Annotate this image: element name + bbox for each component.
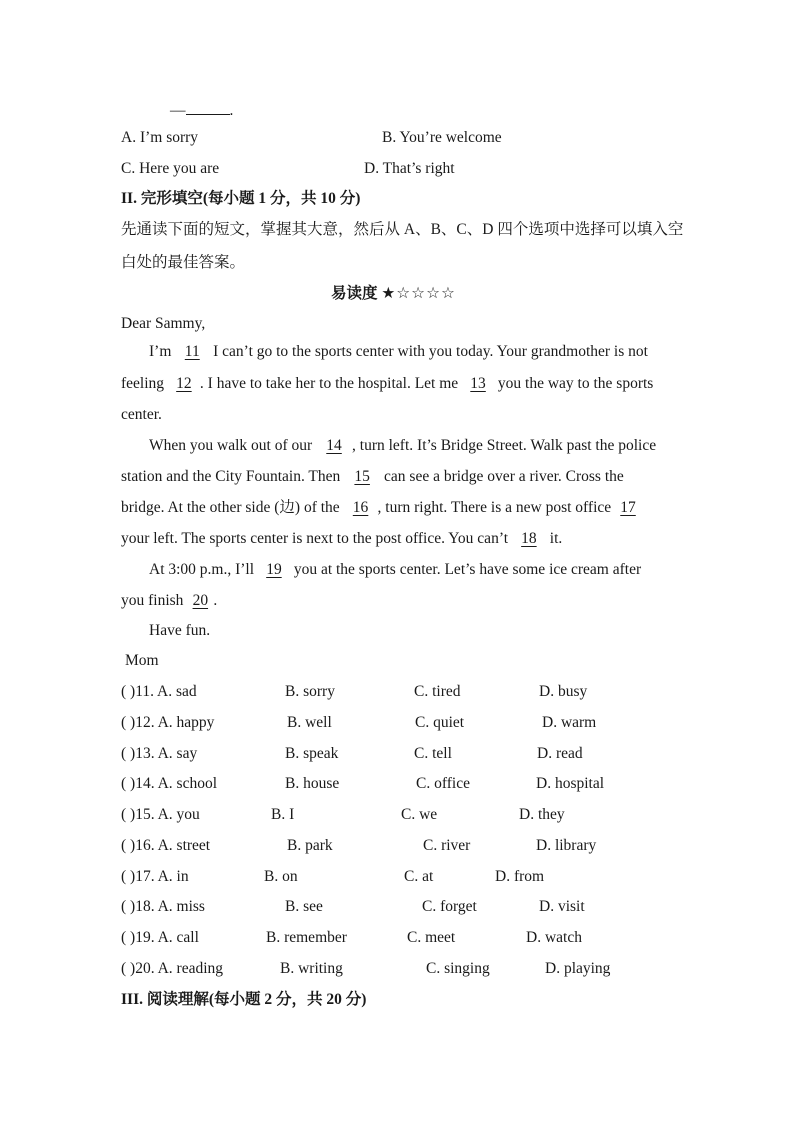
blank-17: 17 [620, 499, 636, 516]
answer-blank-line: — . [170, 102, 234, 119]
question-11-option-d: D. busy [539, 683, 588, 700]
question-14-option-b: B. house [285, 775, 340, 792]
question-18-option-b: B. see [285, 898, 323, 915]
question-15-option-b: B. I [271, 806, 295, 823]
difficulty-rating [331, 284, 456, 304]
question-12-stem: ( )12. A. happy [121, 714, 215, 731]
question-12-option-b: B. well [287, 714, 332, 731]
blank-14: 14 [326, 437, 342, 454]
letter-greeting: Dear Sammy, [121, 315, 206, 332]
blank-19: 19 [266, 561, 282, 578]
question-12-option-d: D. warm [542, 714, 597, 731]
question-19-option-b: B. remember [266, 929, 347, 946]
question-19-option-d: D. watch [526, 929, 582, 946]
letter-closing: Have fun. [149, 622, 211, 639]
question-13-stem: ( )13. A. say [121, 745, 198, 762]
question-17-option-d: D. from [495, 868, 545, 885]
question-17-stem: ( )17. A. in [121, 868, 189, 885]
question-15-stem: ( )15. A. you [121, 806, 200, 823]
question-11-option-b: B. sorry [285, 683, 335, 700]
blank-18: 18 [521, 530, 537, 547]
question-18-option-c: C. forget [422, 898, 477, 915]
question-18-stem: ( )18. A. miss [121, 898, 205, 915]
paragraph-2-line-1: When you walk out of our 14 , turn left. It’s Bridge Street. Walk past the police [149, 437, 657, 454]
question-14-option-c: C. office [416, 775, 470, 792]
question-16-option-b: B. park [287, 837, 333, 854]
blank-15: 15 [354, 468, 370, 485]
question-16-option-c: C. river [423, 837, 471, 854]
question-16-option-d: D. library [536, 837, 597, 854]
paragraph-1-line-1: I’m 11 I can’t go to the sports center with you today. Your grandmother is not [149, 343, 648, 360]
paragraph-1-line-2: feeling 12 . I have to take her to the hospital. Let me 13 you the way to the sports [121, 375, 654, 392]
question-19-option-c: C. meet [407, 929, 456, 946]
instruction-line-2: 白处的最佳答案。 [121, 254, 246, 271]
question-14-stem: ( )14. A. school [121, 775, 218, 792]
paragraph-1-line-3: center. [121, 406, 162, 423]
instruction-line-1: 先通读下面的短文，掌握其大意，然后从 A、B、C、D 四个选项中选择可以填入空 [121, 221, 684, 238]
question-20-stem: ( )20. A. reading [121, 960, 224, 977]
star-rating-icon: ★☆☆☆☆ [381, 285, 456, 302]
question-17-option-c: C. at [404, 868, 434, 885]
blank-16: 16 [352, 499, 369, 516]
question-15-option-d: D. they [519, 806, 565, 823]
question-18-option-d: D. visit [539, 898, 585, 915]
question-15-option-c: C. we [401, 806, 438, 823]
question-13-option-d: D. read [537, 745, 583, 762]
question-14-option-d: D. hospital [536, 775, 605, 792]
question-13-option-b: B. speak [285, 745, 339, 762]
difficulty-label: 易读度 [331, 285, 378, 302]
question-20-option-d: D. playing [545, 960, 611, 977]
option-c: C. Here you are [121, 160, 220, 177]
paragraph-2-line-3: bridge. At the other side (边) of the 16 , turn right. There is a new post office 17 [121, 498, 641, 518]
question-19-stem: ( )19. A. call [121, 929, 199, 946]
blank-11: 11 [184, 343, 200, 360]
option-b: B. You’re welcome [382, 129, 502, 146]
paragraph-3-line-2: you finish 20 . [121, 592, 218, 609]
letter-signature: Mom [125, 652, 159, 669]
section-3-title: III. 阅读理解(每小题 2 分，共 20 分) [121, 991, 367, 1008]
option-d: D. That’s right [364, 160, 455, 177]
question-20-option-c: C. singing [426, 960, 490, 977]
question-11-stem: ( )11. A. sad [121, 683, 197, 700]
question-17-option-b: B. on [264, 868, 298, 885]
question-11-option-c: C. tired [414, 683, 461, 700]
paragraph-2-line-2: station and the City Fountain. Then 15 can see a bridge over a river. Cross the [121, 468, 624, 485]
paragraph-3-line-1: At 3:00 p.m., I’ll 19 you at the sports center. Let’s have some ice cream after [149, 561, 642, 578]
option-a: A. I’m sorry [121, 129, 199, 146]
question-13-option-c: C. tell [414, 745, 452, 762]
question-12-option-c: C. quiet [415, 714, 465, 731]
section-2-title: II. 完形填空(每小题 1 分，共 10 分) [121, 190, 361, 207]
blank-13: 13 [470, 375, 486, 392]
blank-12: 12 [176, 375, 192, 392]
question-20-option-b: B. writing [280, 960, 343, 977]
question-16-stem: ( )16. A. street [121, 837, 211, 854]
paragraph-2-line-4: your left. The sports center is next to the post office. You can’t 18 it. [121, 530, 563, 547]
blank-20: 20 [192, 592, 209, 609]
